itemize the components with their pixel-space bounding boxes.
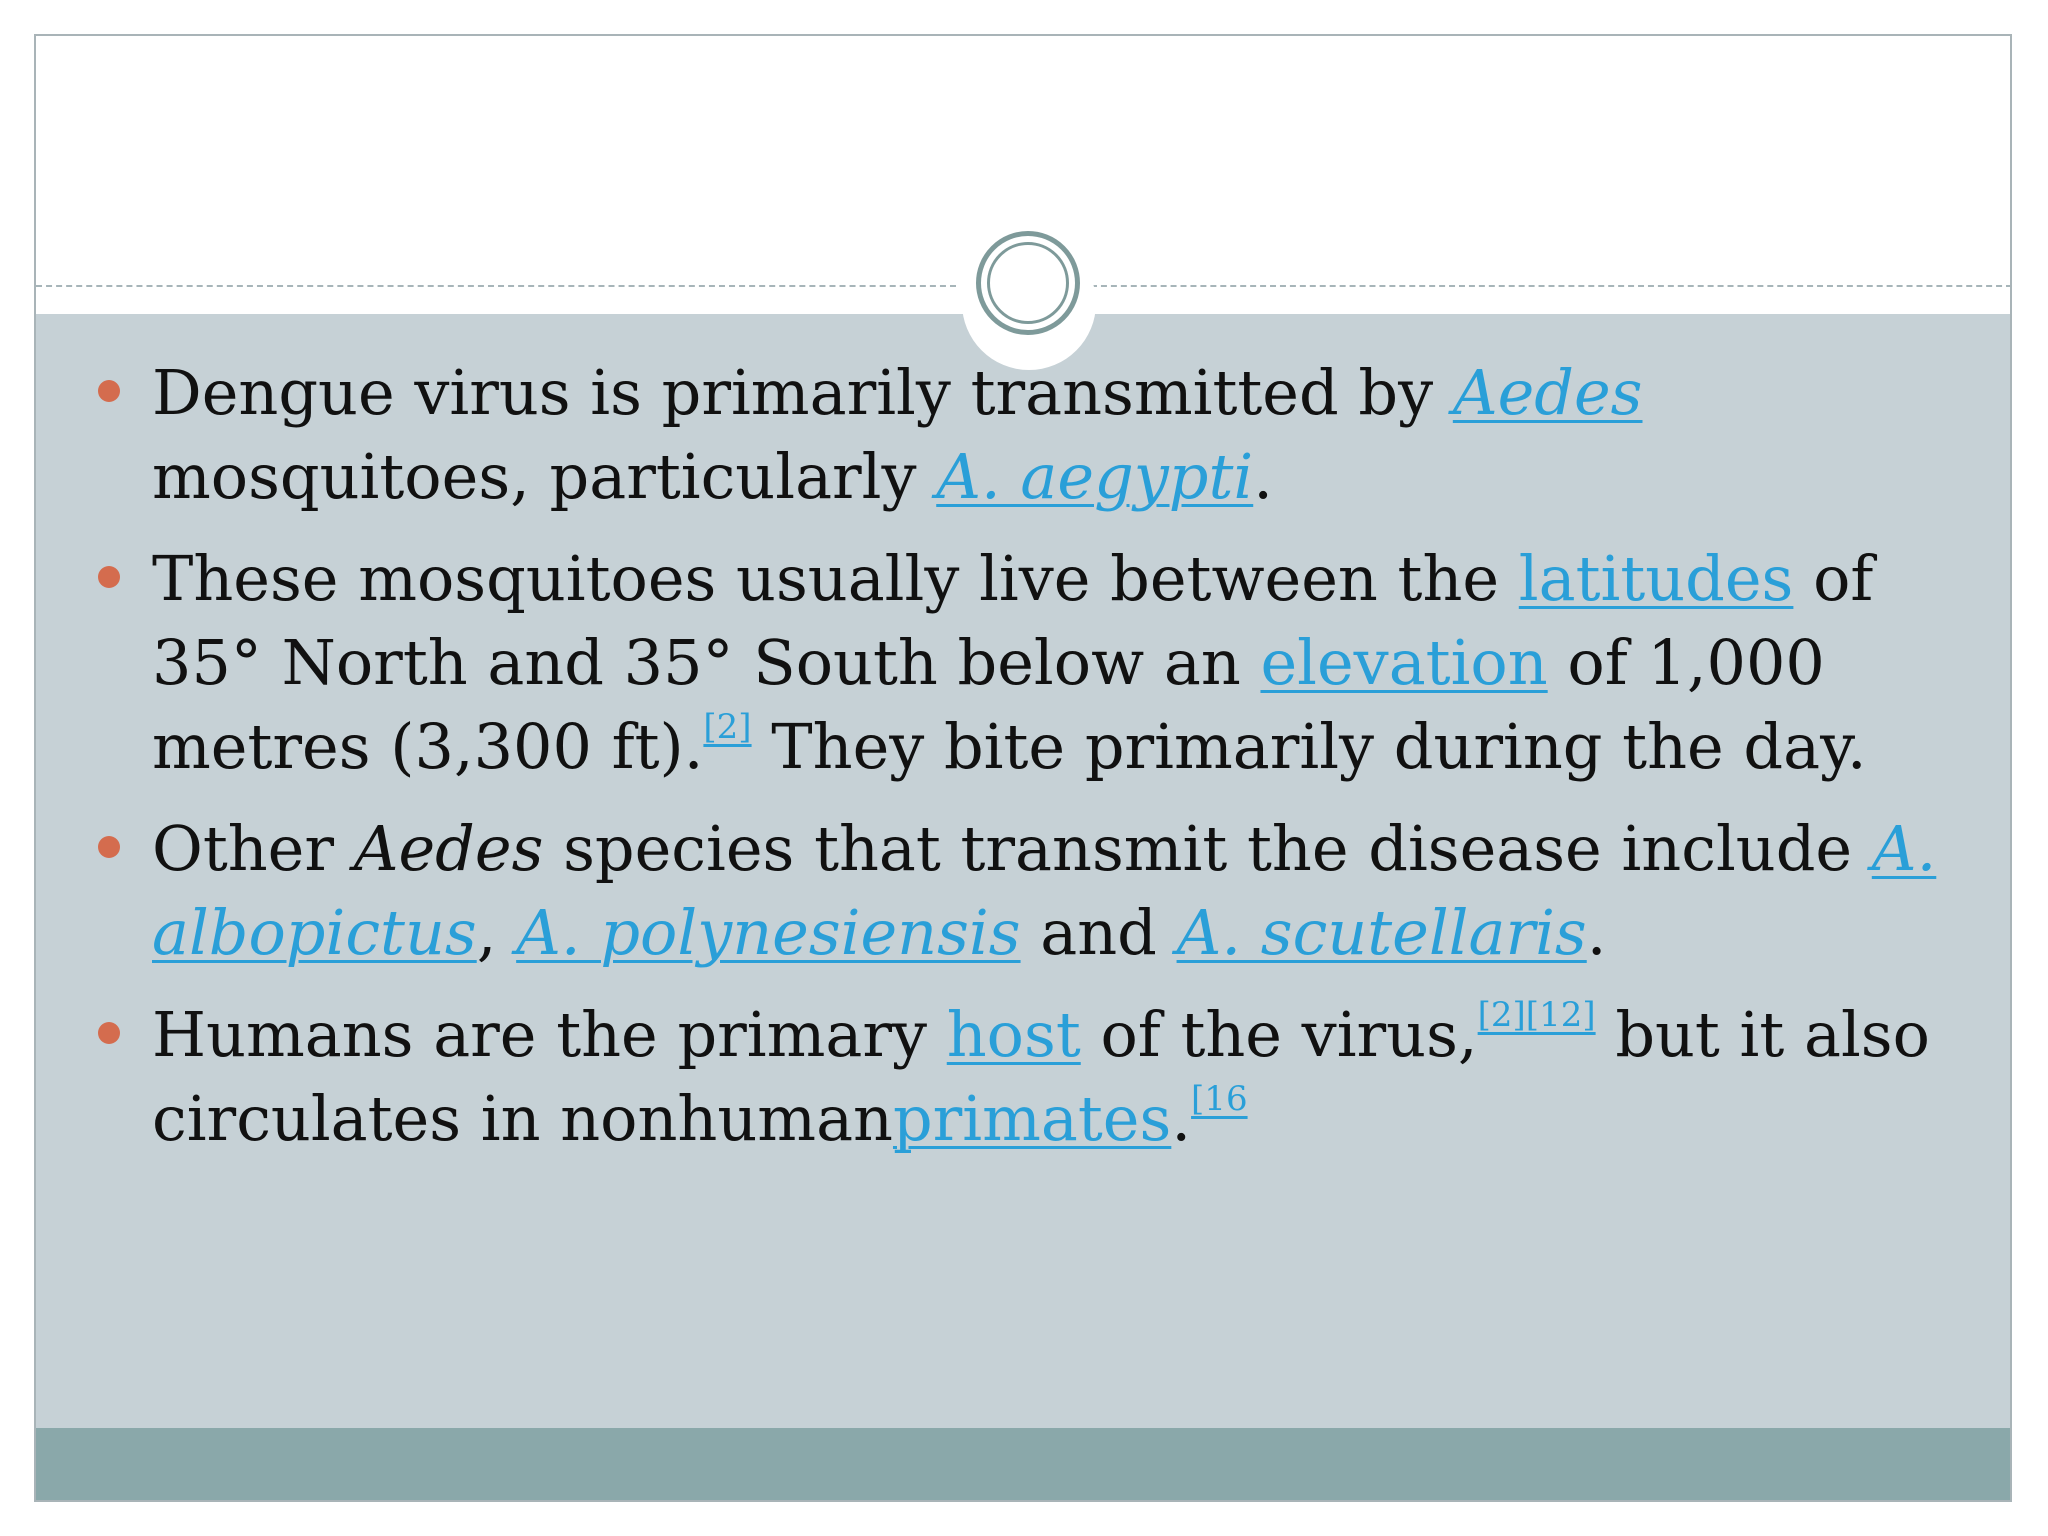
bullet-text-segment: Other [152, 812, 354, 885]
slide-frame [34, 34, 2012, 1502]
link-primates[interactable]: primates [892, 1082, 1172, 1155]
bullet-text [152, 356, 1643, 513]
citation-link[interactable]: [2] [703, 707, 752, 747]
bullet-text-segment: . [1586, 896, 1607, 969]
bullet-text [152, 812, 1936, 969]
link-aedes[interactable]: Aedes [1452, 356, 1643, 429]
bullet-text-segment: of 1,000 metres (3,300 ft). [152, 626, 1825, 783]
italic-aedes: Aedes [353, 812, 544, 885]
citation-link[interactable]: [16 [1191, 1079, 1248, 1119]
bullet-dot-icon [98, 380, 120, 402]
bullet-text-segment: Humans are the primary [152, 998, 947, 1071]
bullet-text-segment: . [1253, 440, 1273, 513]
header-divider-right [1091, 285, 2012, 287]
link-a-polynesiensis[interactable]: A. polynesiensis [516, 896, 1021, 969]
footer-bar [36, 1428, 2010, 1500]
bullet-text-segment: , [476, 896, 517, 969]
bullet-text-segment: of the virus, [1080, 998, 1478, 1071]
bullet-dot-icon [98, 836, 120, 858]
bullet-item [36, 537, 2010, 789]
bullet-item [36, 993, 2010, 1161]
bullet-text-segment: Dengue virus is primarily transmitted by [152, 356, 1453, 429]
link-a-albopictus[interactable]: A. albopictus [152, 812, 1937, 969]
header-divider-left [36, 285, 956, 287]
bullet-text-segment: species that transmit the disease include [543, 812, 1872, 885]
bullet-text-segment: . [1171, 1082, 1192, 1155]
link-latitudes[interactable]: latitudes [1518, 542, 1794, 615]
link-a-aegypti[interactable]: A. aegypti [936, 440, 1254, 513]
bullet-text [152, 995, 1930, 1155]
bullet-text-segment: but it also circulates in nonhuman [152, 998, 1930, 1155]
bullet-list [36, 351, 2010, 1179]
bullet-text [152, 542, 1873, 783]
bullet-text-segment: They bite primarily during the day. [751, 710, 1867, 783]
bullet-dot-icon [98, 1022, 120, 1044]
link-elevation[interactable]: elevation [1260, 626, 1548, 699]
bullet-text-segment: of 35° North and 35° South below an [152, 542, 1874, 699]
bullet-text-segment: and [1020, 896, 1177, 969]
link-host[interactable]: host [946, 998, 1081, 1071]
bullet-text-segment: These mosquitoes usually live between the [152, 542, 1519, 615]
bullet-item [36, 351, 2010, 519]
citation-link[interactable]: [2][12] [1477, 995, 1596, 1035]
bullet-dot-icon [98, 566, 120, 588]
bullet-text-segment: mosquitoes, particularly [152, 440, 937, 513]
link-a-scutellaris[interactable]: A. scutellaris [1176, 896, 1587, 969]
circle-emblem-icon [976, 231, 1080, 335]
bullet-item [36, 807, 2010, 975]
